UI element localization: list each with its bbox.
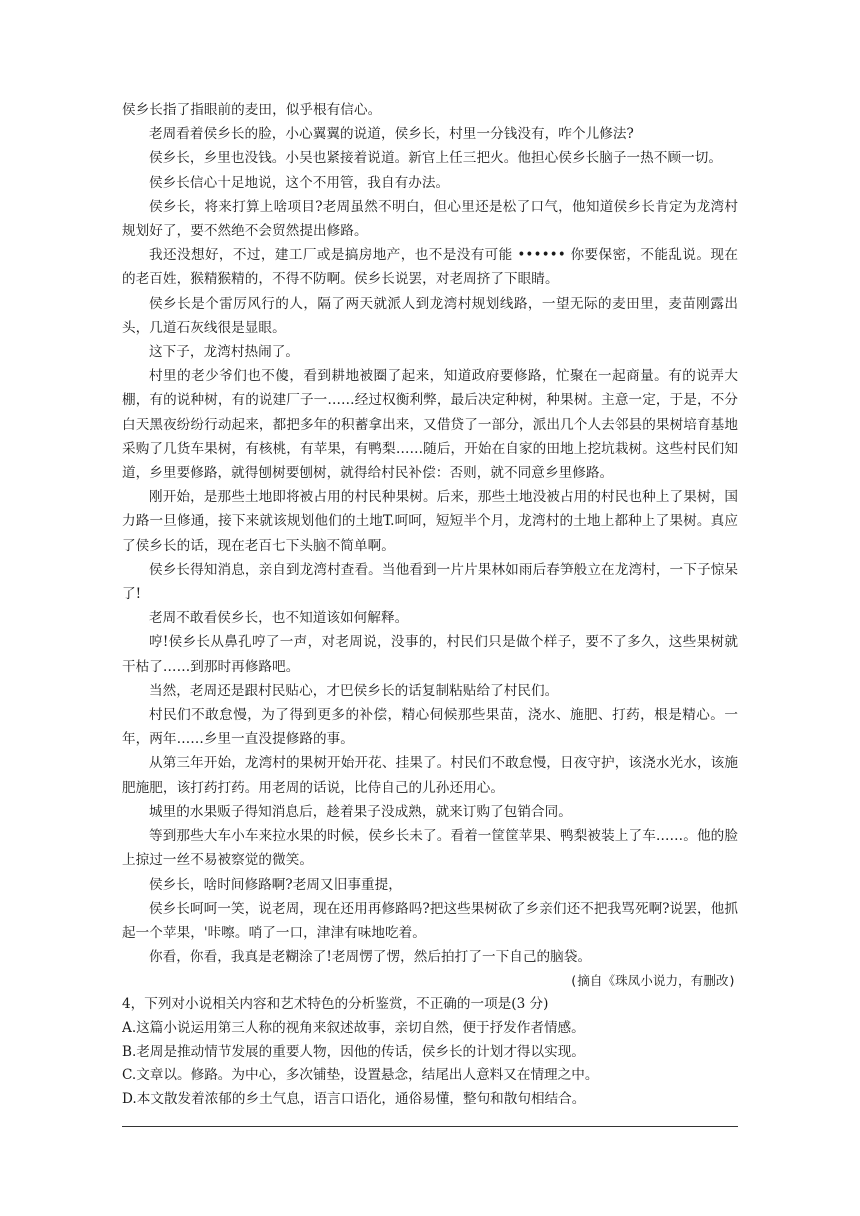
story-paragraph: 你看，你看，我真是老糊涂了!老周愣了愣，然后拍打了一下自己的脑袋。 bbox=[149, 949, 592, 966]
story-paragraph: 等到那些大车小车来拉水果的时候，侯乡长未了。看着一筐筐苹果、鸭梨被装上了车……。他的脸上掠过一丝不易被察觉的微笑。 bbox=[122, 828, 738, 869]
story-paragraph: 当然，老周还是跟村民贴心，才巴侯乡长的话复制粘贴给了村民们。 bbox=[149, 682, 559, 699]
story-paragraph: 村民们不敢怠慢，为了得到更多的补偿，精心伺候那些果苗，浇水、施肥、打药，根是精心。一年，两年……乡里一直没提修路的事。 bbox=[122, 707, 738, 748]
story-paragraph: 侯乡长，将来打算上啥项目?老周虽然不明白，但心里还是松了口气，他知道侯乡长肯定为龙湾村规划好了，要不然绝不会贸然提出修路。 bbox=[122, 198, 738, 240]
story-paragraph: 我还没想好，不过，建工厂或是搞房地产，也不是没有可能 •••••• 你要保密，不能乱说。现在的老百姓，猴精猴精的，不得不防啊。侯乡长说罢，对老周挤了下眼睛。 bbox=[122, 247, 738, 288]
document-body bbox=[122, 98, 738, 1111]
story-paragraph: 侯乡长指了指眼前的麦田，似乎根有信心。 bbox=[122, 102, 382, 118]
story-paragraph: 侯乡长信心十足地说，这个不用管，我自有办法。 bbox=[149, 174, 450, 191]
story-paragraph: 老周不敢看侯乡长，也不知道该如何解释。 bbox=[149, 610, 409, 627]
story-paragraph: 侯乡长得知消息，亲自到龙湾村查看。当他看到一片片果林如雨后春笋般立在龙湾村，一下子惊呆了! bbox=[122, 561, 738, 603]
story-paragraph: 城里的水果贩子得知消息后，趁着果子没成熟，就来订购了包销合同。 bbox=[149, 803, 572, 820]
question-option-c: C.文章以。修路。为中心，多次铺垫，设置悬念，结尾出人意料又在情理之中。 bbox=[122, 1067, 599, 1084]
question-option-b: B.老周是推动情节发展的重要人物，因他的传话，侯乡长的计划才得以实现。 bbox=[122, 1043, 585, 1060]
story-paragraph: 侯乡长，乡里也没钱。小吴也紧接着说道。新官上任三把火。他担心侯乡长脑子一热不顾一切。 bbox=[149, 150, 723, 167]
story-paragraph: 刚开始，是那些土地即将被占用的村民种果树。后来，那些土地没被占用的村民也种上了果树，国力路一旦修通，接下来就该规划他们的土地T.呵呵，短短半个月，龙湾村的土地上都种上了果树。真应了侯乡长的话，现在老百七下头脑不简单啊。 bbox=[122, 489, 738, 554]
question-stem: 4，下列对小说相关内容和艺术特色的分析鉴赏，不正确的一项是(3 分) bbox=[122, 996, 549, 1013]
story-paragraph: 这下子，龙湾村热闹了。 bbox=[149, 344, 300, 361]
story-paragraph: 老周看着侯乡长的脸，小心翼翼的说道，侯乡长，村里一分钱没有，咋个儿修法? bbox=[149, 126, 634, 143]
story-paragraph: 侯乡长，啥时间修路啊?老周又旧事重提， bbox=[149, 876, 402, 893]
source-citation: (摘自《珠凤小说力，有删改) bbox=[569, 973, 736, 989]
story-paragraph: 哼!侯乡长从鼻孔哼了一声，对老周说，没事的，村民们只是做个样子，要不了多久，这些果树就干枯了……到那时再修路吧。 bbox=[122, 634, 738, 675]
question-option-a: A.这篇小说运用第三人称的视角来叙述故事，亲切自然，便于抒发作者情感。 bbox=[122, 1019, 585, 1036]
story-paragraph: 从第三年开始，龙湾村的果树开始开花、挂果了。村民们不敢怠慢，日夜守护，该浇水光水，该施肥施肥，该打药打药。用老周的话说，比侍自己的儿孙还用心。 bbox=[122, 755, 738, 796]
story-paragraph: 村里的老少爷们也不傻，看到耕地被圈了起来，知道政府要修路，忙聚在一起商量。有的说弄大棚，有的说种树，有的说建厂子一……经过权衡利弊，最后决定种树，种果树。主意一定，于是，不分白天黑夜纷纷行动起来，都把多年的积蓄拿出来，又借贷了一部分，派出几个人去邻县的果树培育基地采购了几货车果树，有核桃，有苹果，有鸭梨……随后，开始在自家的田地上挖坑栽树。这些村民们知道，乡里要修路，就得刨树要刨树，就得给村民补偿：否则，就不同意乡里修路。 bbox=[122, 368, 738, 482]
story-paragraph: 侯乡长呵呵一笑，说老周，现在还用再修路吗?把这些果树砍了乡亲们还不把我骂死啊?说罢，他抓起一个苹果，'咔嚓。哨了一口，津津有味地吃着。 bbox=[122, 900, 738, 941]
footer-divider bbox=[122, 1126, 738, 1127]
question-option-d: D.本文散发着浓郁的乡土气息，语言口语化，通俗易懂，整句和散句相结合。 bbox=[122, 1090, 586, 1107]
story-paragraph: 侯乡长是个雷厉风行的人，隔了两天就派人到龙湾村规划线路，一望无际的麦田里，麦苗刚露出头，几道石灰线很是显眼。 bbox=[122, 295, 738, 336]
